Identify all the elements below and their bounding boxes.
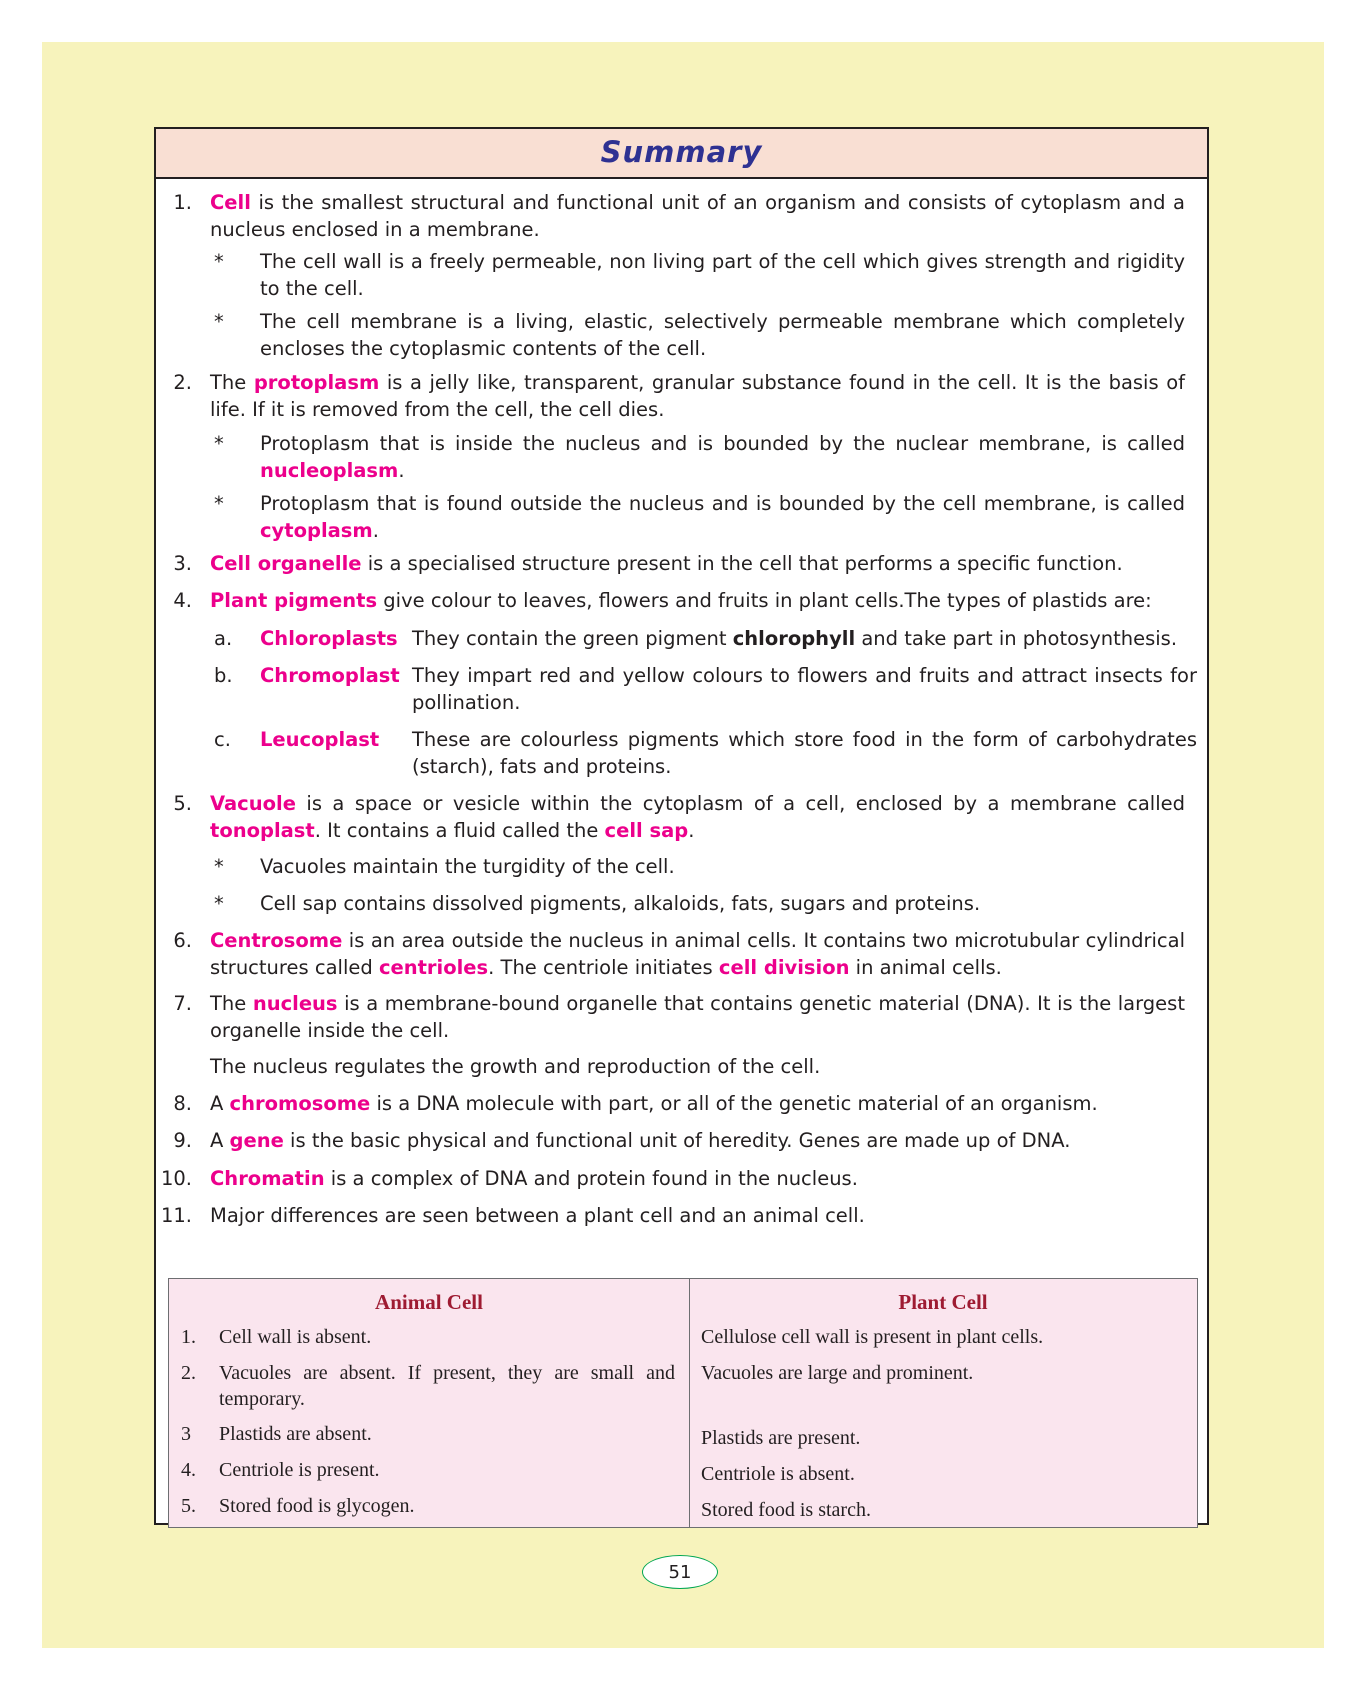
key-term: protoplasm bbox=[253, 371, 380, 394]
summary-title: Summary bbox=[600, 135, 763, 169]
key-term: Cell organelle bbox=[210, 552, 362, 575]
animal-cell-text: Stored food is glycogen. bbox=[219, 1495, 415, 1517]
item-number: 9. bbox=[173, 1129, 192, 1152]
key-term: Chromatin bbox=[210, 1167, 325, 1190]
item-number: 8. bbox=[173, 1092, 192, 1115]
item-number: 3. bbox=[173, 552, 192, 575]
row-number: 1. bbox=[181, 1326, 196, 1348]
key-term: cell sap bbox=[604, 819, 689, 842]
table-header-plant: Plant Cell bbox=[898, 1290, 988, 1314]
plastid-term: Chromoplast bbox=[260, 664, 400, 687]
page-number: 51 bbox=[642, 1555, 718, 1589]
key-term: nucleus bbox=[252, 992, 338, 1015]
key-term: cell division bbox=[718, 956, 850, 979]
animal-cell-text: Plastids are absent. bbox=[219, 1423, 372, 1445]
bullet-star: * bbox=[214, 250, 224, 273]
animal-cell-text: Vacuoles are absent. If present, they are small and temporary. bbox=[219, 1362, 675, 1410]
animal-cell-text: Cell wall is absent. bbox=[219, 1326, 372, 1348]
item-number: 11. bbox=[160, 1204, 192, 1227]
sub-letter: b. bbox=[214, 664, 233, 687]
bullet-star: * bbox=[214, 855, 224, 878]
item-number: 4. bbox=[173, 589, 192, 612]
key-term: cytoplasm bbox=[260, 519, 373, 542]
summary-header bbox=[156, 129, 1207, 179]
key-term: nucleoplasm bbox=[260, 459, 399, 482]
item-number: 10. bbox=[160, 1167, 192, 1190]
sub-letter: a. bbox=[214, 627, 233, 650]
plant-cell-text: Stored food is starch. bbox=[701, 1499, 871, 1521]
plant-cell-text: Plastids are present. bbox=[701, 1427, 861, 1449]
key-term: chromosome bbox=[229, 1092, 371, 1115]
table-header-animal: Animal Cell bbox=[375, 1290, 483, 1314]
key-term: Plant pigments bbox=[210, 589, 378, 612]
bullet-star: * bbox=[214, 492, 224, 515]
row-number: 3 bbox=[181, 1423, 191, 1445]
item-number: 2. bbox=[173, 371, 192, 394]
animal-cell-text: Centriole is present. bbox=[219, 1459, 380, 1481]
plant-cell-text: Vacuoles are large and prominent. bbox=[701, 1362, 974, 1384]
key-term: Centrosome bbox=[210, 929, 343, 952]
item-number: 7. bbox=[173, 992, 192, 1015]
comparison-table bbox=[168, 1278, 1198, 1528]
key-term: Cell bbox=[210, 191, 251, 214]
item-number: 1. bbox=[173, 191, 192, 214]
sub-letter: c. bbox=[214, 728, 231, 751]
key-term: gene bbox=[229, 1129, 284, 1152]
item-number: 5. bbox=[173, 792, 192, 815]
item-number: 6. bbox=[173, 929, 192, 952]
plastid-term: Chloroplasts bbox=[260, 627, 398, 650]
row-number: 2. bbox=[181, 1362, 196, 1384]
plant-cell-text: Cellulose cell wall is present in plant cells. bbox=[701, 1326, 1044, 1348]
bullet-star: * bbox=[214, 432, 224, 455]
plant-cell-text: Centriole is absent. bbox=[701, 1463, 855, 1485]
bullet-star: * bbox=[214, 310, 224, 333]
column-divider bbox=[689, 1279, 690, 1527]
key-term: tonoplast bbox=[210, 819, 315, 842]
row-number: 4. bbox=[181, 1459, 196, 1481]
key-term: Vacuole bbox=[210, 792, 296, 815]
key-term: centrioles bbox=[378, 956, 489, 979]
plastid-term: Leucoplast bbox=[260, 728, 380, 751]
bullet-star: * bbox=[214, 892, 224, 915]
summary-box: Summary 1. Cell is the smallest structural and functional unit of an organism and consists of cytoplasm and a nucleus enclosed in a membrane. * The cell wall is a freely permeable, non living part of the cell which gives strength and rigidity to the cell. * The cell membrane is a living, elastic, selectively permeable membrane which completely encloses the cytoplasmic contents of the cell. 2. The protoplasm is a jelly like, transparent, granular substance found in the cell. It is the basis of life. If it is removed from the cell, the cell dies. * Protoplasm that is inside the nucleus and is bounded by the nuclear membrane, is called nucleoplasm. * Protoplasm that is found outside the nucleus and is bounded by the cell membrane, is called cytoplasm. 3. Cell organelle is a specialised structure present in the cell that performs a specific function. 4. Plant pigments give colour to leaves, flowers and fruits in plant cells.The types of plastids are: a. Chloroplasts They contain the green pigment chlorophyll and take part in photosynthesis. b. Chromoplast They impart red and yellow colours to flowers and fruits and attract insects for pollination. c. Leucoplast These are colourless pigments which store food in the form of carbohydrates (starch), fats and proteins. 5. Vacuole is a space or vesicle within the cytoplasm of a cell, enclosed by a membrane called tonoplast. It contains a fluid called the cell sap. * Vacuoles maintain the turgidity of the cell. * Cell sap contains dissolved pigments, alkaloids, fats, sugars and proteins. 6. Centrosome is an area outside the nucleus in animal cells. It contains two microtubular cylindrical structures called centrioles. The centriole initiates cell division in animal cells. 7. The nucleus is a membrane-bound organelle that contains genetic material (DNA). It is the largest organelle inside the cell. The nucleus regulates the growth and reproduction of the cell. 8. A chromosome is a DNA molecule with part, or all of the genetic material of an organism. 9. A gene is the basic physical and functional unit of heredity. Genes are made up of DNA. 10. Chromatin is a complex of DNA and protein found in the nucleus. 11. Major differences are seen between a plant cell and an animal cell. Animal Cell Plant Cell 1. Cell wall is absent. Cellulose cell wall is present in plant cells. 2. Vacuoles are absent. If present, they are small and temporary. Vacuoles are large and prominent. 3 Plastids are absent. Plastids are present. 4. Centriole is present. Centriole is absent. 5. Stored food is glycogen. Stored food is starch. bbox=[154, 127, 1209, 1525]
row-number: 5. bbox=[181, 1495, 196, 1517]
